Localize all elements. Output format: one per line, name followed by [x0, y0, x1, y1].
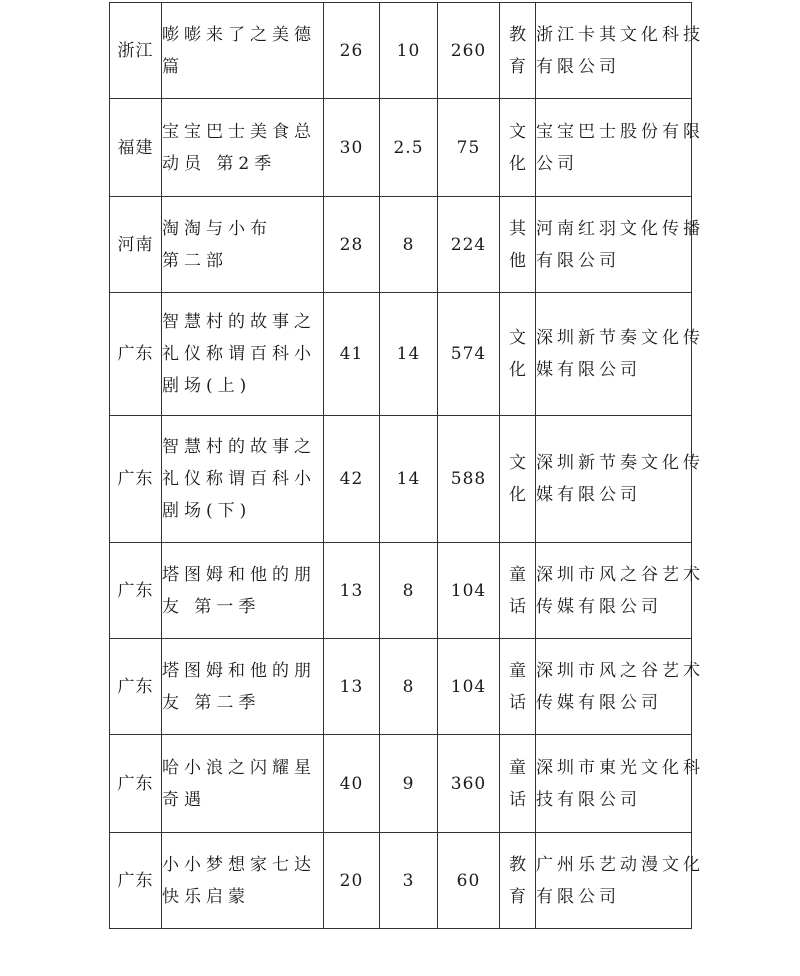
producer-cell [536, 833, 704, 929]
producer-line: 河南红羽文化传播 [536, 218, 704, 239]
episodes-cell: 28 [324, 197, 380, 293]
genre-cell [500, 3, 536, 99]
producer-line: 有限公司 [536, 56, 620, 77]
province-cell: 广东 [110, 416, 162, 543]
producer-line: 媒有限公司 [536, 485, 641, 505]
producer-cell [536, 543, 704, 639]
title-line: 淘淘与小布 [162, 218, 272, 239]
title-line: 第二部 [162, 250, 228, 271]
minutes-per-episode-cell: 10 [380, 3, 438, 99]
minutes-per-episode-cell: 14 [380, 416, 438, 543]
table-row [110, 99, 692, 197]
producer-line: 宝宝巴士股份有限 [536, 121, 704, 142]
total-minutes-cell: 260 [438, 3, 500, 99]
title-line: 智慧村的故事之 [162, 312, 316, 332]
genre-char: 文 [509, 453, 526, 473]
table-row [110, 197, 692, 293]
genre-char: 童 [509, 757, 526, 778]
title-line: 小小梦想家七达 [162, 854, 316, 875]
title-line: 剧场(下) [162, 501, 252, 521]
table-row [110, 416, 692, 543]
producer-cell [536, 3, 704, 99]
minutes-per-episode-cell: 8 [380, 197, 438, 293]
producer-cell [536, 639, 704, 735]
total-minutes-cell: 60 [438, 833, 500, 929]
episodes-cell: 41 [324, 293, 380, 416]
province-cell: 广东 [110, 543, 162, 639]
table-row [110, 543, 692, 639]
genre-cell [500, 197, 536, 293]
genre-cell [500, 543, 536, 639]
title-cell [162, 639, 324, 735]
genre-char: 话 [509, 692, 526, 713]
episodes-cell: 40 [324, 735, 380, 833]
genre-cell [500, 735, 536, 833]
minutes-per-episode-cell: 9 [380, 735, 438, 833]
producer-line: 传媒有限公司 [536, 596, 662, 617]
genre-char: 化 [509, 153, 526, 174]
producer-line: 媒有限公司 [536, 360, 641, 380]
title-line: 智慧村的故事之 [162, 437, 316, 457]
producer-line: 浙江卡其文化科技 [536, 24, 704, 45]
province-cell: 广东 [110, 833, 162, 929]
genre-char: 化 [509, 360, 526, 380]
title-cell [162, 197, 324, 293]
producer-line: 深圳市東光文化科 [536, 757, 704, 778]
genre-char: 文 [509, 121, 526, 142]
table-row [110, 639, 692, 735]
minutes-per-episode-cell: 2.5 [380, 99, 438, 197]
episodes-cell: 13 [324, 639, 380, 735]
episodes-cell: 20 [324, 833, 380, 929]
minutes-per-episode-cell: 8 [380, 639, 438, 735]
title-line: 剧场(上) [162, 376, 252, 396]
total-minutes-cell: 75 [438, 99, 500, 197]
title-line: 嘭嘭来了之美德 [162, 24, 316, 45]
total-minutes-cell: 588 [438, 416, 500, 543]
episodes-cell: 42 [324, 416, 380, 543]
genre-char: 童 [509, 564, 526, 585]
genre-char: 育 [509, 886, 526, 907]
title-cell [162, 99, 324, 197]
producer-cell [536, 735, 704, 833]
title-cell [162, 293, 324, 416]
producer-line: 技有限公司 [536, 789, 641, 810]
producer-line: 传媒有限公司 [536, 692, 662, 713]
total-minutes-cell: 224 [438, 197, 500, 293]
genre-char: 其 [509, 218, 526, 239]
title-line: 友 第一季 [162, 596, 261, 617]
table-row [110, 293, 692, 416]
producer-line: 有限公司 [536, 250, 620, 271]
province-cell: 广东 [110, 735, 162, 833]
producer-cell [536, 293, 704, 416]
genre-char: 话 [509, 789, 526, 810]
genre-char: 育 [509, 56, 526, 77]
genre-cell [500, 416, 536, 543]
producer-line: 有限公司 [536, 886, 620, 907]
genre-char: 化 [509, 485, 526, 505]
producer-line: 深圳新节奏文化传 [536, 453, 704, 473]
title-line: 快乐启蒙 [162, 886, 250, 907]
total-minutes-cell: 574 [438, 293, 500, 416]
genre-cell [500, 293, 536, 416]
province-cell: 福建 [110, 99, 162, 197]
title-line: 塔图姆和他的朋 [162, 660, 316, 681]
episodes-cell: 30 [324, 99, 380, 197]
producer-line: 深圳市风之谷艺术 [536, 564, 704, 585]
genre-cell [500, 99, 536, 197]
province-cell: 河南 [110, 197, 162, 293]
title-cell [162, 543, 324, 639]
producer-line: 深圳市风之谷艺术 [536, 660, 704, 681]
province-cell: 广东 [110, 293, 162, 416]
producer-line: 公司 [536, 153, 578, 174]
title-line: 篇 [162, 56, 184, 77]
province-cell: 浙江 [110, 3, 162, 99]
producer-cell [536, 416, 704, 543]
title-line: 宝宝巴士美食总 [162, 121, 316, 142]
total-minutes-cell: 360 [438, 735, 500, 833]
genre-char: 话 [509, 596, 526, 617]
total-minutes-cell: 104 [438, 543, 500, 639]
producer-cell [536, 197, 704, 293]
producer-cell [536, 99, 704, 197]
genre-char: 童 [509, 660, 526, 681]
table-row [110, 735, 692, 833]
title-cell [162, 3, 324, 99]
title-line: 礼仪称谓百科小 [162, 469, 316, 489]
episodes-cell: 26 [324, 3, 380, 99]
title-line: 塔图姆和他的朋 [162, 564, 316, 585]
genre-char: 文 [509, 328, 526, 348]
genre-char: 教 [509, 854, 526, 875]
animation-table [109, 2, 704, 929]
title-line: 动员 第2季 [162, 153, 277, 174]
title-line: 友 第二季 [162, 692, 261, 713]
producer-line: 广州乐艺动漫文化 [536, 854, 704, 875]
title-line: 奇遇 [162, 789, 206, 810]
minutes-per-episode-cell: 8 [380, 543, 438, 639]
genre-char: 教 [509, 24, 526, 45]
genre-cell [500, 639, 536, 735]
table-row [110, 3, 692, 99]
producer-line: 深圳新节奏文化传 [536, 328, 704, 348]
title-cell [162, 833, 324, 929]
minutes-per-episode-cell: 14 [380, 293, 438, 416]
province-cell: 广东 [110, 639, 162, 735]
title-cell [162, 735, 324, 833]
genre-cell [500, 833, 536, 929]
table-row [110, 833, 692, 929]
episodes-cell: 13 [324, 543, 380, 639]
title-line: 哈小浪之闪耀星 [162, 757, 316, 778]
minutes-per-episode-cell: 3 [380, 833, 438, 929]
title-line: 礼仪称谓百科小 [162, 344, 316, 364]
title-cell [162, 416, 324, 543]
total-minutes-cell: 104 [438, 639, 500, 735]
genre-char: 他 [509, 250, 526, 271]
